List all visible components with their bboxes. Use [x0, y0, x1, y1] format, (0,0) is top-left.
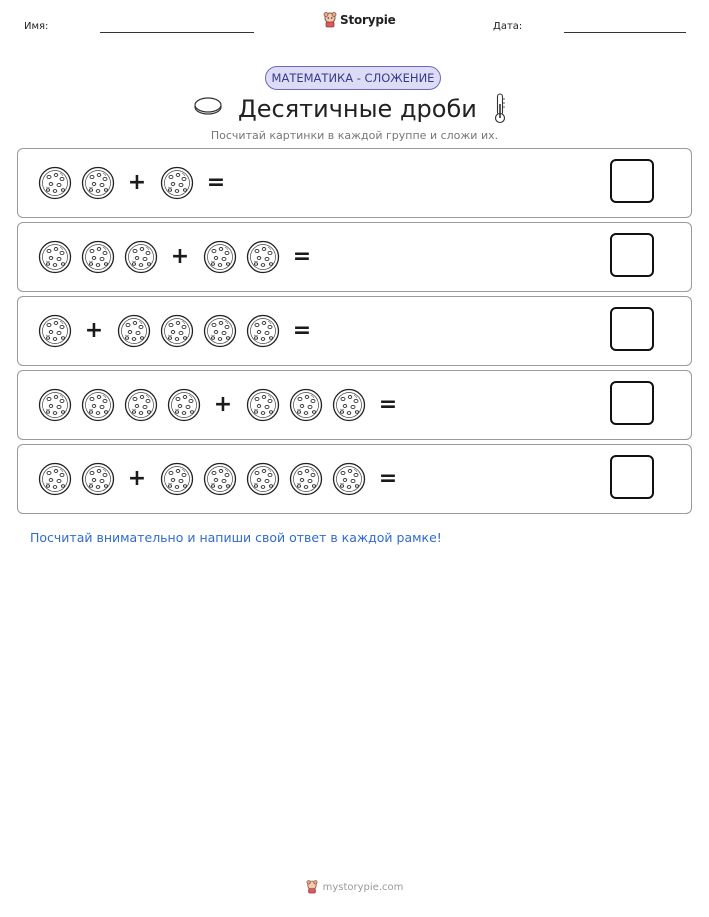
plus-sign: +	[213, 392, 233, 417]
problem-row	[17, 222, 692, 292]
cookie-icon	[289, 462, 323, 496]
cookie-icon	[167, 388, 201, 422]
footer-url[interactable]: mystorypie.com	[322, 881, 404, 893]
problem-expression	[38, 149, 227, 217]
name-line[interactable]	[100, 32, 254, 33]
answer-box[interactable]	[610, 159, 654, 203]
equals-sign: =	[206, 170, 226, 195]
brand-logo	[323, 12, 396, 28]
answer-box[interactable]	[610, 307, 654, 351]
cookie-icon	[246, 462, 280, 496]
cookie-icon	[160, 462, 194, 496]
coin-icon	[193, 96, 223, 116]
problem-row	[17, 148, 692, 218]
cookie-icon	[124, 388, 158, 422]
cookie-icon	[203, 314, 237, 348]
cookie-icon	[124, 240, 158, 274]
footer	[0, 880, 709, 894]
problem-row	[17, 370, 692, 440]
cookie-icon	[289, 388, 323, 422]
brand-name: Storypie	[340, 13, 396, 27]
worksheet-header	[0, 0, 709, 40]
answer-box[interactable]	[610, 381, 654, 425]
cookie-icon	[246, 314, 280, 348]
problem-expression	[38, 371, 399, 439]
title-row	[0, 92, 709, 126]
name-label: Имя:	[24, 21, 49, 32]
problem-expression	[38, 223, 313, 291]
cookie-icon	[81, 240, 115, 274]
bottom-instruction: Посчитай внимательно и напиши свой ответ в каждой рамке!	[30, 530, 442, 545]
cookie-icon	[38, 240, 72, 274]
problem-row	[17, 444, 692, 514]
cookie-icon	[246, 388, 280, 422]
storypie-mascot-icon	[323, 12, 337, 28]
cookie-icon	[246, 240, 280, 274]
plus-sign: +	[127, 466, 147, 491]
cookie-icon	[203, 240, 237, 274]
storypie-mascot-icon	[306, 880, 318, 894]
instructions-subtitle: Посчитай картинки в каждой группе и сложи их.	[210, 129, 499, 142]
cookie-icon	[332, 462, 366, 496]
cookie-icon	[81, 462, 115, 496]
cookie-icon	[38, 166, 72, 200]
equals-sign: =	[378, 466, 398, 491]
equals-sign: =	[292, 318, 312, 343]
cookie-icon	[81, 166, 115, 200]
cookie-icon	[38, 388, 72, 422]
date-label: Дата:	[493, 21, 523, 32]
answer-box[interactable]	[610, 233, 654, 277]
problem-row	[17, 296, 692, 366]
cookie-icon	[332, 388, 366, 422]
date-line[interactable]	[564, 32, 686, 33]
plus-sign: +	[84, 318, 104, 343]
problem-expression	[38, 445, 399, 513]
equals-sign: =	[378, 392, 398, 417]
plus-sign: +	[127, 170, 147, 195]
cookie-icon	[38, 462, 72, 496]
cookie-icon	[160, 314, 194, 348]
plus-sign: +	[170, 244, 190, 269]
page-title: Десятичные дроби	[238, 95, 477, 123]
cookie-icon	[38, 314, 72, 348]
problem-expression	[38, 297, 313, 365]
cookie-icon	[203, 462, 237, 496]
cookie-icon	[81, 388, 115, 422]
thermometer-icon	[492, 92, 508, 124]
cookie-icon	[117, 314, 151, 348]
subject-badge: МАТЕМАТИКА - СЛОЖЕНИЕ	[265, 66, 441, 90]
answer-box[interactable]	[610, 455, 654, 499]
equals-sign: =	[292, 244, 312, 269]
cookie-icon	[160, 166, 194, 200]
